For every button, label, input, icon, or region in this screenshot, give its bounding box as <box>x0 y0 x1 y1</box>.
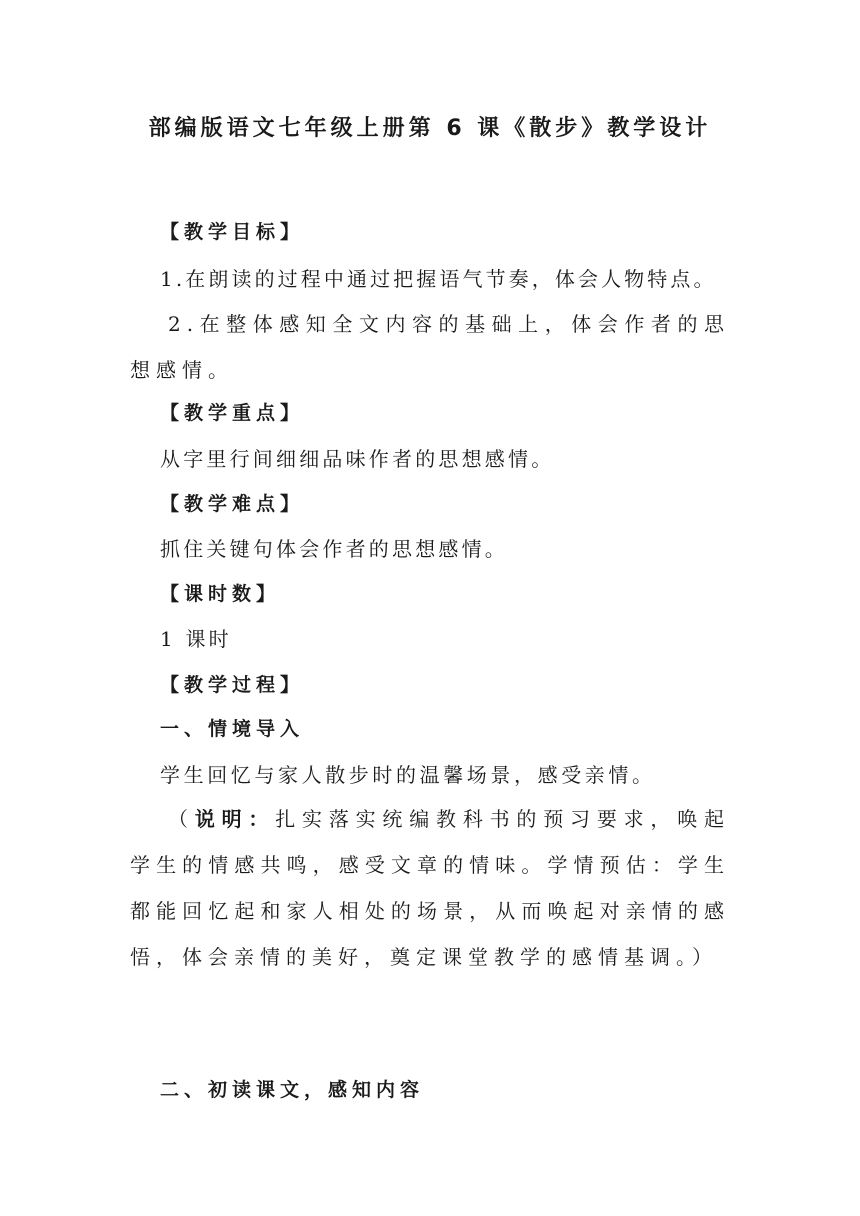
note-open-paren: （ <box>168 807 195 831</box>
document-title: 部编版语文七年级上册第 6 课《散步》教学设计 <box>148 116 712 141</box>
note-label: 说明： <box>194 807 276 831</box>
objectives-heading: 【教学目标】 <box>160 221 305 243</box>
objective-2: 2.在整体感知全文内容的基础上，体会作者的思想感情。 <box>130 312 730 382</box>
difficulties-heading: 【教学难点】 <box>160 493 305 515</box>
key-points-heading: 【教学重点】 <box>160 402 305 424</box>
step2-heading: 二、初读课文，感知内容 <box>160 1079 425 1101</box>
periods-heading: 【课时数】 <box>160 583 281 605</box>
step1-heading: 一、情境导入 <box>160 718 305 740</box>
step1-note <box>130 796 730 980</box>
periods-text: 1 课时 <box>160 627 232 651</box>
step1-text: 学生回忆与家人散步时的温馨场景，感受亲情。 <box>160 763 656 787</box>
objective-1: 1.在朗读的过程中通过把握语气节奏，体会人物特点。 <box>160 267 717 291</box>
note-text: 扎实落实统编教科书的预习要求，唤起学生的情感共鸣，感受文章的情味。学情预估：学生都能回忆起和家人相处的场景，从而唤起对亲情的感悟，体会亲情的美好，奠定课堂教学的感情基调。） <box>130 807 731 969</box>
key-points-text: 从字里行间细细品味作者的思想感情。 <box>160 447 555 471</box>
difficulties-text: 抓住关键句体会作者的思想感情。 <box>160 537 508 561</box>
process-heading: 【教学过程】 <box>160 674 305 696</box>
